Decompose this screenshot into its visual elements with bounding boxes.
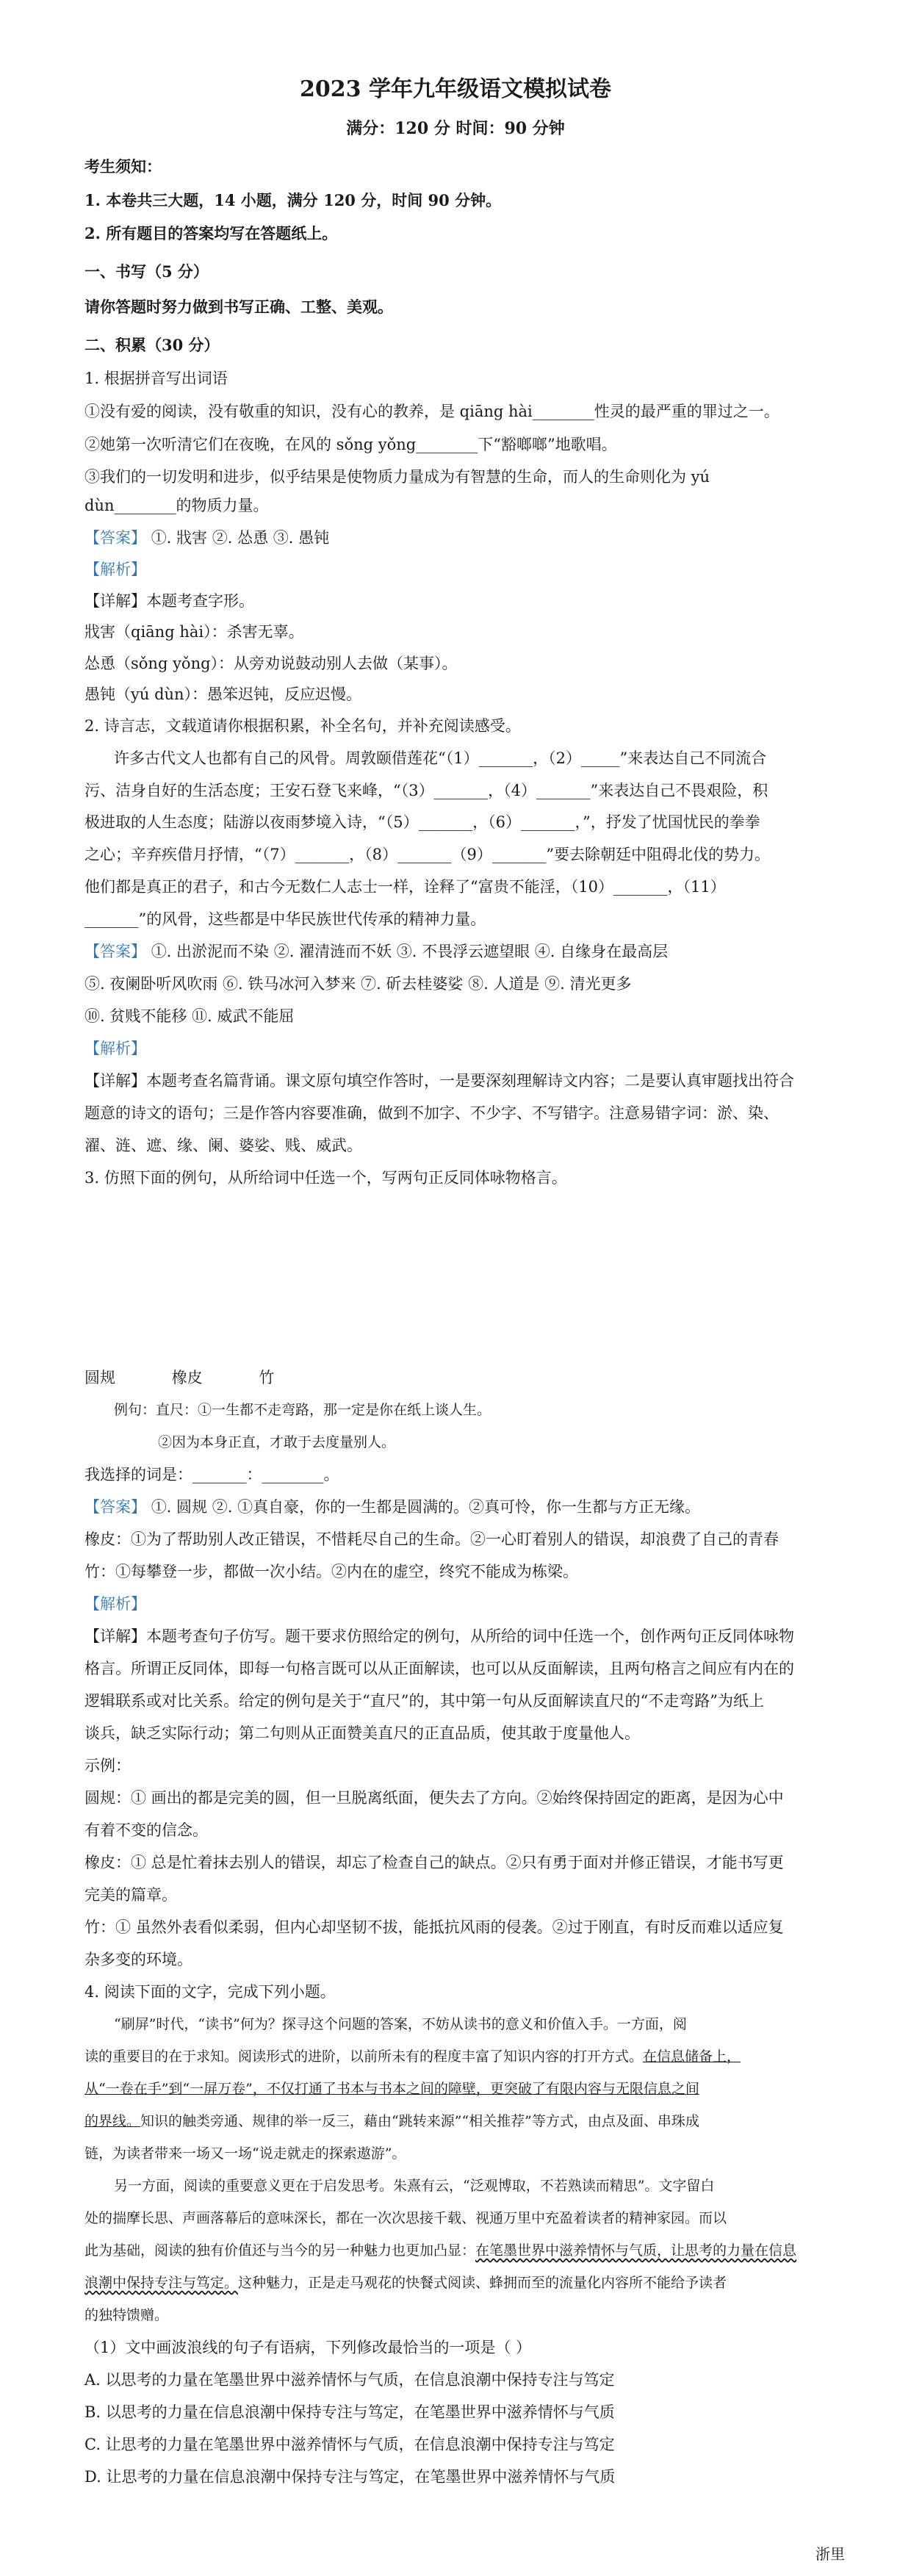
q2-analysis-label: 【解析】 [84, 1040, 146, 1057]
reading-text: 此为基础，阅读的独有价值还与当今的另一种魅力也更加凸显： [84, 2242, 476, 2259]
q1-sentence-3a: ③我们的一切发明和进步，似乎结果是使物质力量成为有智慧的生命，而人的生命则化为 yú [84, 468, 710, 486]
q2-passage-4: 之心；辛弃疾借月抒情，“（7）_______，（8）_______（9）_______”要去除朝廷中阻碍北伐的势力。 [84, 846, 771, 863]
q3-detail-2: 格言。所谓正反同体，即每一句格言既可以从正面解读，也可以从反面解读，且两句格言之间应有内在的 [84, 1660, 794, 1677]
q3-example-label: 示例： [84, 1757, 131, 1774]
q3-answer [84, 1496, 700, 1518]
section2-heading: 二、积累（30 分） [84, 336, 220, 354]
q2-passage-6: _______”的风骨，这些都是中华民族世代传承的精神力量。 [84, 910, 486, 928]
q4-stem: 4. 阅读下面的文字，完成下列小题。 [84, 1983, 336, 2001]
reading-underlined: 的界线。 [84, 2113, 141, 2129]
q2-detail-1: 【详解】本题考查名篇背诵。课文原句填空作答时，一是要深刻理解诗文内容；二是要认真审题找出符合 [84, 1072, 794, 1090]
q3-sample-eraser-a: 橡皮：① 总是忙着抹去别人的错误，却忘了检查自己的缺点。②只有勇于面对并修正错误，才能书写更 [84, 1854, 784, 1871]
page-title: 2023 学年九年级语文模拟试卷 [300, 76, 611, 102]
q2-detail-3: 濯、涟、遮、缘、阑、婆娑、贱、威武。 [84, 1137, 362, 1154]
word-option: 圆规 [84, 1369, 115, 1386]
section1-text: 请你答题时努力做到书写正确、工整、美观。 [84, 298, 393, 316]
q3-answer-bamboo: 竹：①每攀登一步，都做一次小结。②内在的虚空，终究不能成为栋梁。 [84, 1563, 578, 1580]
footer-watermark: 浙里 [815, 2545, 845, 2563]
q4-sub-question-1: （1）文中画波浪线的句子有语病，下列修改最恰当的一项是（ ） [84, 2339, 532, 2356]
q3-answer-eraser: 橡皮：①为了帮助别人改正错误，不惜耗尽自己的生命。②一心盯着别人的错误，却浪费了自己的青春 [84, 1530, 779, 1548]
reading-underlined: 在信息储备上， [643, 2048, 741, 2065]
q4-reading-5: 链，为读者带来一场又一场“说走就走的探索遨游”。 [84, 2145, 406, 2162]
q3-example-1: 例句：直尺：①一生都不走弯路，那一定是你在纸上谈人生。 [114, 1402, 491, 1418]
q4-reading-2 [84, 2046, 741, 2068]
reading-text: 这种魅力，正是走马观花的快餐式阅读、蜂拥而至的流量化内容所不能给予读者 [238, 2275, 727, 2291]
q4-option-c[interactable]: C. 让思考的力量在笔墨世界中滋养情怀与气质，在信息浪潮中保持专注与笃定 [84, 2436, 615, 2453]
q4-reading-3: 从“一卷在手”到“一屏万卷”，不仅打通了书本与书本之间的障壁，更突破了有限内容与无限信息之间 [84, 2081, 699, 2097]
q2-answer-3: ⑩. 贫贱不能移 ⑪. 威武不能屈 [84, 1007, 295, 1025]
q3-stem: 3. 仿照下面的例句，从所给词中任选一个，写两句正反同体咏物格言。 [84, 1169, 567, 1187]
q3-detail-4: 谈兵，缺乏实际行动；第二句则从正面赞美直尺的正直品质，使其敢于度量他人。 [84, 1724, 640, 1742]
reading-text: 读的重要目的在于求知。阅读形式的进阶，以前所未有的程度丰富了知识内容的打开方式。 [84, 2048, 644, 2065]
q4-reading-1: “刷屏”时代，“读书”何为？探寻这个问题的答案，不妨从读书的意义和价值入手。一方面，阅 [114, 2016, 687, 2032]
q3-choose: 我选择的词是：_______：________。 [84, 1466, 339, 1483]
reading-text: 知识的触类旁通、规律的举一反三，藉由“跳转来源”“相关推荐”等方式，由点及面、串珠成 [140, 2113, 699, 2129]
q1-sentence-3b: dùn________的物质力量。 [84, 497, 269, 514]
answer-label: 【答案】 [84, 943, 146, 960]
q2-passage-2: 污、洁身自好的生活态度；王安石登飞来峰，“（3）_______，（4）_______”来表达自己不畏艰险，积 [84, 782, 768, 799]
word-option: 竹 [259, 1369, 275, 1386]
q2-answer-2: ⑤. 夜阑卧听风吹雨 ⑥. 铁马冰河入梦来 ⑦. 斫去桂婆娑 ⑧. 人道是 ⑨. 清光更多 [84, 975, 632, 993]
q4-option-a[interactable]: A. 以思考的力量在笔墨世界中滋养情怀与气质，在信息浪潮中保持专注与笃定 [84, 2371, 615, 2389]
q4-reading-10: 的独特馈赠。 [84, 2307, 169, 2323]
q1-analysis-label: 【解析】 [84, 561, 146, 578]
section1-heading: 一、书写（5 分） [84, 262, 209, 281]
q1-detail-3: 愚钝（yú dùn）：愚笨迟钝，反应迟慢。 [84, 686, 362, 703]
q3-sample-bamboo-a: 竹：① 虽然外表看似柔弱，但内心却坚韧不拔，能抵抗风雨的侵袭。②过于刚直，有时反而难以适应复 [84, 1918, 784, 1936]
q3-sample-compass-b: 有着不变的信念。 [84, 1821, 208, 1839]
q1-answer [84, 527, 329, 549]
q2-answer-1 [84, 940, 668, 963]
answer-text: ①. 出淤泥而不染 ②. 濯清涟而不妖 ③. 不畏浮云遮望眼 ④. 自缘身在最高层 [151, 943, 669, 960]
q3-sample-compass-a: 圆规：① 画出的都是完美的圆，但一旦脱离纸面，便失去了方向。②始终保持固定的距离，是因为心中 [84, 1789, 784, 1807]
q3-detail-1: 【详解】本题考查句子仿写。题干要求仿照给定的例句，从所给的词中任选一个，创作两句正反同体咏物 [84, 1627, 794, 1645]
q3-sample-eraser-b: 完美的篇章。 [84, 1886, 177, 1904]
exam-info: 满分：120 分 时间：90 分钟 [346, 119, 565, 138]
notice-item-1: 1. 本卷共三大题，14 小题，满分 120 分，时间 90 分钟。 [84, 191, 502, 209]
q4-option-b[interactable]: B. 以思考的力量在信息浪潮中保持专注与笃定，在笔墨世界中滋养情怀与气质 [84, 2403, 615, 2421]
q1-sentence-1: ①没有爱的阅读，没有敬重的知识，没有心的教养，是 qiāng hài________性灵的最严重的罪过之一。 [84, 403, 779, 420]
q1-detail-2: 怂恿（sǒng yǒng）：从旁劝说鼓动别人去做（某事）。 [84, 655, 458, 672]
answer-text: ①. 戕害 ②. 怂恿 ③. 愚钝 [151, 529, 330, 547]
q2-passage-1: 许多古代文人也都有自己的风骨。周敦颐借莲花“（1）_______，（2）_____”来表达自己不同流合 [114, 749, 767, 767]
q2-passage-5: 他们都是真正的君子，和古今无数仁人志士一样，诠释了“富贵不能淫，（10）_______，（11） [84, 878, 726, 896]
reading-wavy: 在笔墨世界中滋养情怀与气质，让思考的力量在信息 [475, 2242, 797, 2259]
q2-passage-3: 极进取的人生态度；陆游以夜雨梦境入诗，“（5）_______，（6）_______，”，抒发了忧国忧民的拳拳 [84, 813, 760, 831]
q4-reading-8 [84, 2239, 796, 2262]
q4-reading-4 [84, 2110, 699, 2132]
q4-option-d[interactable]: D. 让思考的力量在信息浪潮中保持专注与笃定，在笔墨世界中滋养情怀与气质 [84, 2468, 616, 2486]
reading-wavy: 浪潮中保持专注与笃定。 [84, 2275, 239, 2291]
answer-label: 【答案】 [84, 529, 146, 547]
q4-reading-7: 处的揣摩长思、声画落幕后的意味深长，都在一次次思接千载、视通万里中充盈着读者的精神家园。而以 [84, 2210, 727, 2226]
q3-analysis-label: 【解析】 [84, 1595, 146, 1613]
notice-heading: 考生须知： [84, 157, 162, 176]
q4-reading-9 [84, 2272, 727, 2294]
q4-reading-6: 另一方面，阅读的重要意义更在于启发思考。朱熹有云，“泛观博取，不若熟读而精思”。文字留白 [114, 2178, 715, 2194]
q1-detail: 【详解】本题考查字形。 [84, 592, 254, 610]
q1-sentence-2: ②她第一次听清它们在夜晚，在风的 sǒng yǒng________下“豁啷啷”地歌唱。 [84, 436, 617, 453]
q1-stem: 1. 根据拼音写出词语 [84, 370, 228, 387]
q2-detail-2: 题意的诗文的语句；三是作答内容要准确，做到不加字、不少字、不写错字。注意易错字词：淤、染、 [84, 1104, 779, 1122]
word-option: 橡皮 [171, 1369, 203, 1386]
notice-item-2: 2. 所有题目的答案均写在答题纸上。 [84, 224, 338, 242]
q3-word-list [84, 1367, 274, 1389]
q3-example-2: ②因为本身正直，才敢于去度量别人。 [158, 1434, 396, 1450]
answer-label: 【答案】 [84, 1498, 146, 1516]
q2-stem: 2. 诗言志，文载道请你根据积累，补全名句，并补充阅读感受。 [84, 717, 521, 735]
answer-text: ①. 圆规 ②. ①真自豪，你的一生都是圆满的。②真可怜，你一生都与方正无缘。 [151, 1498, 701, 1516]
q3-sample-bamboo-b: 杂多变的环境。 [84, 1951, 192, 1968]
q3-detail-3: 逻辑联系或对比关系。给定的例句是关于“直尺”的，其中第一句从反面解读直尺的“不走弯路”为纸上 [84, 1692, 764, 1710]
q1-detail-1: 戕害（qiāng hài）：杀害无辜。 [84, 623, 304, 641]
